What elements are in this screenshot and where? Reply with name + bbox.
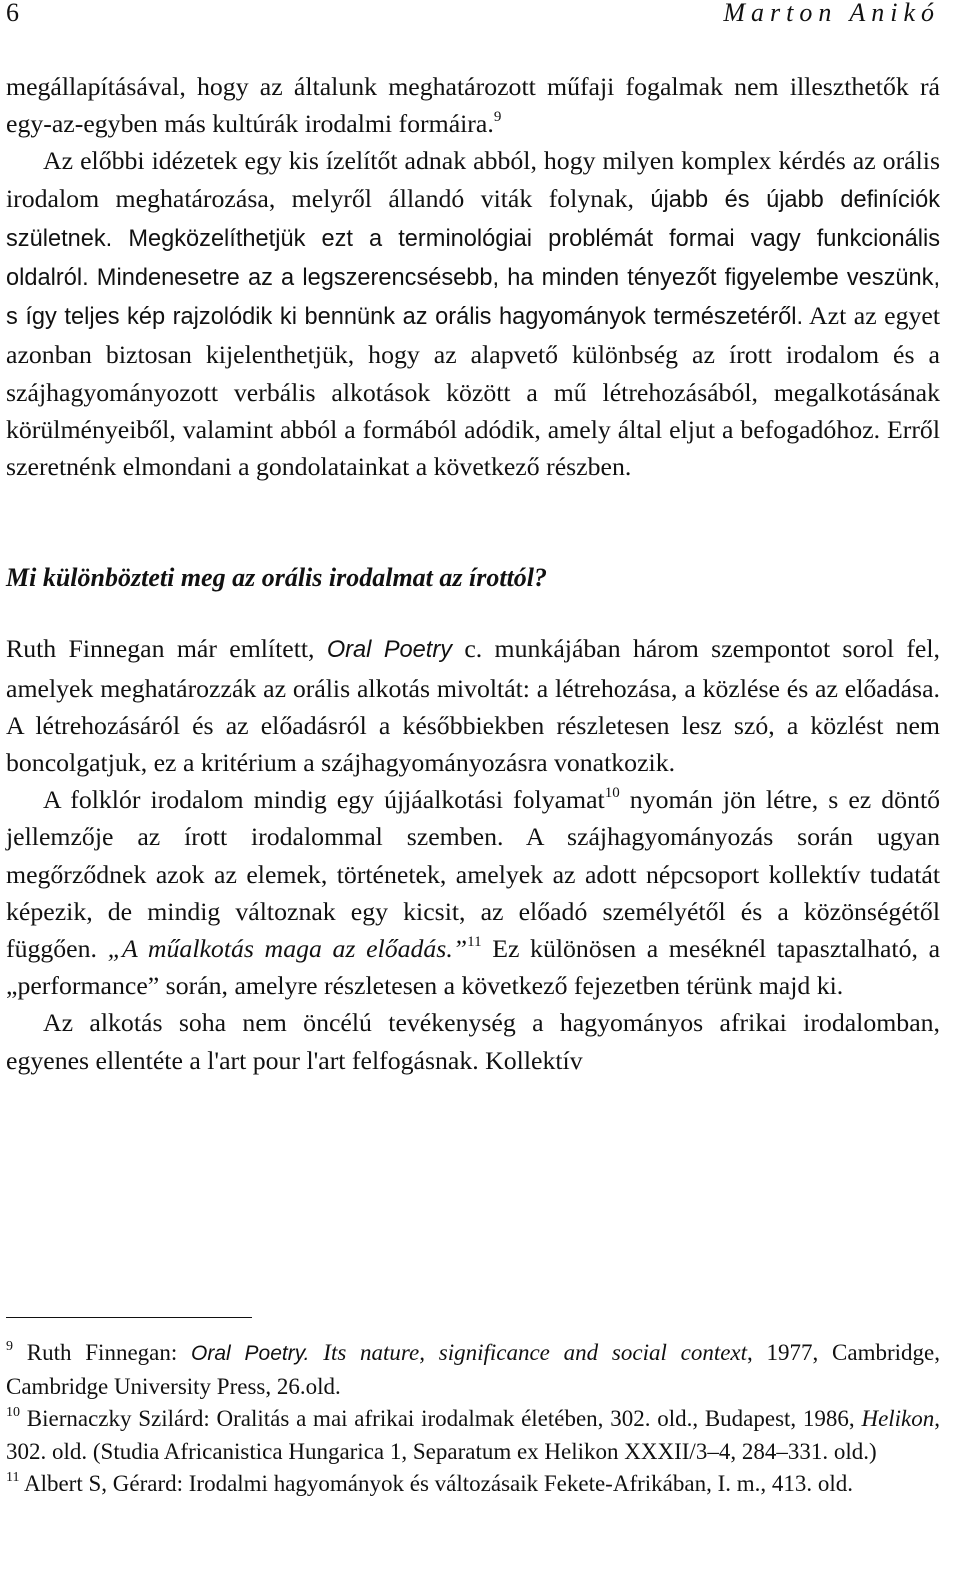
footnotes (6, 1337, 940, 1501)
book-title-oral-poetry: Oral Poetry (326, 637, 453, 664)
paragraph-5: Az alkotás soha nem öncélú tevékenység a hagyományos afrikai irodalomban, egyenes ellentéte a l'art pour l'art felfogásnak. Kollektív (6, 1008, 940, 1075)
paragraph-4-quote: „A műalkotás maga az előadás.” (107, 934, 468, 964)
paragraph-4-b: nyomán jön létre, s ez döntő jellemzője az írott irodalommal szemben. A szájhagyományozás során ugyan megőrződnek azok az elemek, történetek, amelyek az adott népcsoport kollektív tudatát képezik, de mindig változnak egy kicsit, az előadó személyétől és a közönségétől függően. (6, 785, 941, 964)
footnote-text: Albert S, Gérard: Irodalmi hagyományok és változásaik Fekete-Afrikában, I. m., 413. old. (23, 1471, 854, 1496)
paragraph-4-c: Ez különösen a meséknél tapasztalható, a „performance” során, amelyre részletesen a következő fejezetben térünk majd ki. (6, 934, 941, 1001)
document-page (6, 0, 941, 1496)
footnote-text: , 1977, Cambridge, Cambridge University Press, 26.old. (6, 1340, 941, 1399)
paragraph-4-a: A folklór irodalom mindig egy újjáalkotási folyamat (43, 785, 605, 815)
page-header (6, 0, 940, 40)
footnote-number: 9 (6, 1339, 13, 1354)
footnote-number: 11 (6, 1470, 20, 1485)
paragraph-1 (6, 68, 940, 142)
footnote-ref-10: 10 (604, 785, 620, 802)
footnote-text: Biernaczky Szilárd: Oralitás a mai afrikai irodalmak életében, 302. old., Budapest, 1986, (26, 1406, 855, 1431)
footnote-text: , 302. old. (Studia Africanistica Hungarica 1, Separatum ex Helikon XXXII/3–4, 284–331. old.) (6, 1406, 941, 1464)
paragraph-1-text: megállapításával, hogy az általunk meghatározott műfaji fogalmak nem illeszthetők rá egy-az-egyben más kultúrák irodalmi formáira. (6, 72, 940, 139)
section-heading: Mi különbözteti meg az orális irodalmat az írottól? (6, 563, 548, 593)
paragraph-2-sans: újabb és újabb definíciók születnek. Megközelíthetjük ezt a terminológiai problémát formai vagy funkcionális oldalról. Mindenesetre az a legszerencsésebb, ha minden tényezőt figyelembe veszünk, s így teljes kép rajzolódik ki bennünk az orális hagyományok természetéről. (6, 186, 941, 331)
paragraph-3-a: Ruth Finnegan már említett, (6, 634, 315, 664)
footnote-separator (6, 1317, 252, 1318)
paragraph-2-serif-b: Azt az egyet azonban biztosan kijelenthetjük, hogy az alapvető különbség az írott irodalom és a szájhagyományozott verbális alkotások között a mű létrehozásából, megalkotásának körülményeiből, valamint abból a formából adódik, amely által eljut a befogadóhoz. Erről szeretnénk elmondani a gondolatainkat a következő részben. (6, 301, 940, 482)
paragraph-2 (6, 142, 940, 485)
paragraph-3-b: c. munkájában három szempontot sorol fel, amelyek meghatározzák az orális alkotás mivoltát: a létrehozása, a közlése és az előadása. A létrehozásáról és az előadásról a későbbiekben részletesen lesz szó, a közlést nem boncolgatjuk, ez a kritérium a szájhagyományozásra vonatkozik. (6, 634, 940, 778)
footnote-10 (6, 1403, 940, 1468)
paragraph-4 (6, 781, 940, 1004)
footnote-9 (6, 1337, 940, 1403)
page-number: 6 (6, 0, 19, 27)
footnote-11 (6, 1468, 940, 1501)
footnote-book-title: Oral Poetry. (191, 1342, 310, 1365)
paragraph-3 (6, 630, 940, 781)
running-author: Marton Anikó (723, 0, 940, 27)
body-text (6, 68, 940, 1079)
footnote-ref-9: 9 (493, 109, 502, 126)
footnote-number: 10 (6, 1405, 20, 1420)
footnote-italic: Helikon (861, 1406, 935, 1431)
footnote-italic: Its nature, significance and social context (323, 1340, 748, 1365)
paragraph-2-serif-a: Az előbbi idézetek egy kis ízelítőt adnak abból, hogy milyen komplex kérdés az orális irodalom meghatározása, melyről állandó viták folynak, (6, 146, 940, 213)
footnote-text: Ruth Finnegan: (26, 1340, 178, 1365)
footnote-ref-11: 11 (467, 934, 482, 951)
